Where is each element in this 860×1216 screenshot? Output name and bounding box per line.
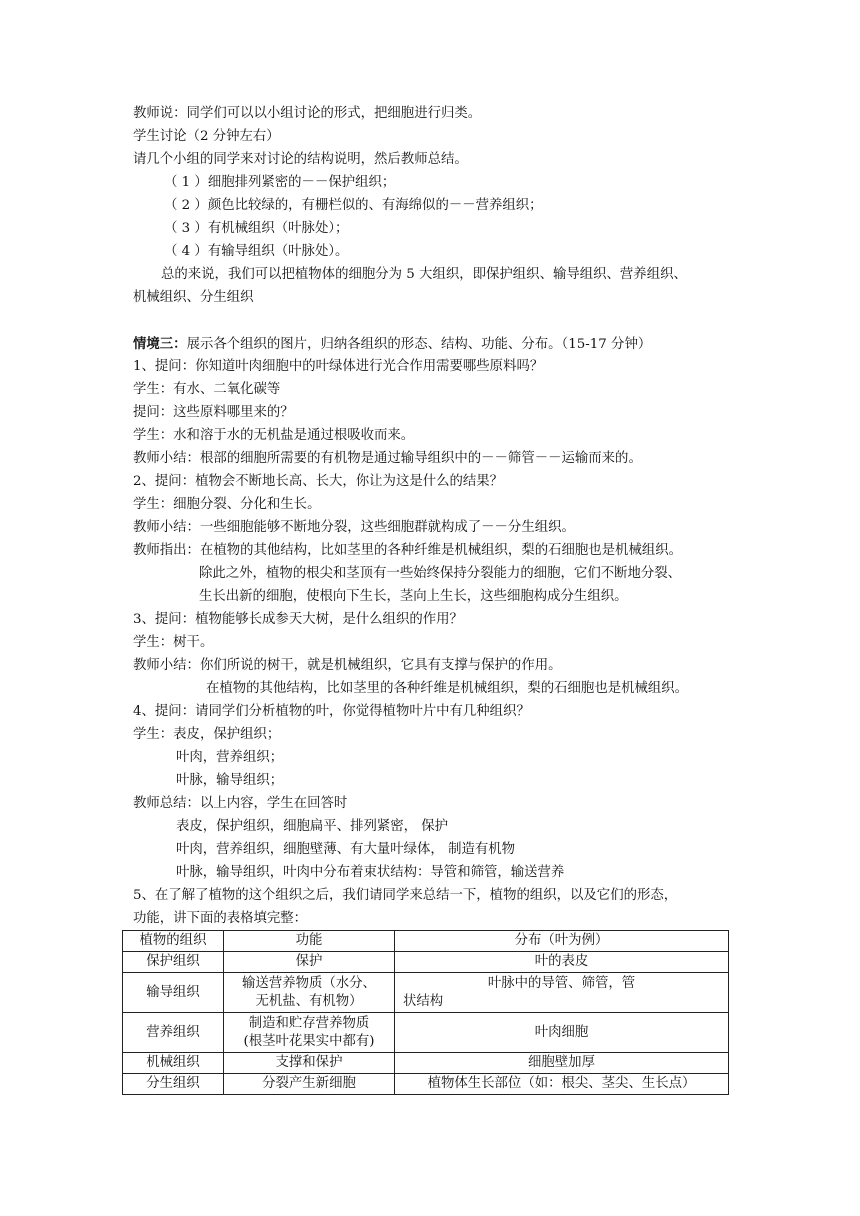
text-line: 叶脉，输导组织，叶肉中分布着束状结构：导管和筛管，输送营养 (176, 865, 565, 880)
table-cell: 保护 (224, 952, 395, 973)
text-line: 叶脉，输导组织； (176, 773, 284, 788)
text-line: 在植物的其他结构，比如茎里的各种纤维是机械组织，梨的石细胞也是机械组织。 (206, 681, 689, 696)
cell-line: 状结构 (403, 993, 444, 1009)
table-header-cell: 分布（叶为例） (395, 931, 729, 952)
section-intro: 展示各个组织的图片，归纳各组织的形态、结构、功能、分布。（15-17 分钟） (186, 337, 652, 352)
text-line: 功能，讲下面的表格填完整： (133, 911, 308, 926)
table-row (123, 1013, 729, 1053)
table-row (123, 1074, 729, 1095)
text-line: 机械组织、分生组织 (133, 290, 254, 305)
table-cell (395, 973, 729, 1013)
text-line: 叶肉，营养组织，细胞壁薄、有大量叶绿体， 制造有机物 (176, 842, 516, 857)
table-cell: 机械组织 (123, 1053, 224, 1074)
table-cell: 营养组织 (123, 1013, 224, 1053)
table-header-row (123, 931, 729, 952)
table-cell: 保护组织 (123, 952, 224, 973)
cell-line: (根茎叶花果实中都有) (243, 1033, 375, 1049)
table-cell: 分裂产生新细胞 (224, 1074, 395, 1095)
section-heading-line (133, 334, 651, 355)
section-heading: 情境三： (133, 336, 187, 352)
table-cell: 细胞壁加厚 (395, 1053, 729, 1074)
text-line: 生长出新的细胞，使根向下生长，茎向上生长，这些细胞构成分生组织。 (199, 589, 628, 604)
text-line: 请几个小组的同学来对讨论的结构说明，然后教师总结。 (133, 152, 468, 167)
table-cell: 植物体生长部位（如：根尖、茎尖、生长点） (395, 1074, 729, 1095)
text-line: 总的来说，我们可以把植物体的细胞分为 5 大组织，即保护组织、输导组织、营养组织、 (161, 267, 687, 282)
text-line: 叶肉，营养组织； (176, 750, 284, 765)
text-line: （ 4 ）有输导组织（叶脉处）。 (164, 244, 349, 259)
table-header-cell: 植物的组织 (123, 931, 224, 952)
text-line: 学生：树干。 (133, 635, 214, 650)
text-line: 表皮，保护组织，细胞扁平、排列紧密， 保护 (176, 819, 449, 834)
table-cell: 支撑和保护 (224, 1053, 395, 1074)
text-line: 教师小结：你们所说的树干，就是机械组织，它具有支撑与保护的作用。 (133, 658, 562, 673)
text-line: 学生讨论（2 分钟左右） (133, 129, 280, 144)
text-line: 2、提问：植物会不断地长高、长大，你让为这是什么的结果？ (133, 474, 504, 489)
text-line: 5、在了解了植物的这个组织之后，我们请同学来总结一下，植物的组织，以及它们的形态， (133, 888, 678, 903)
text-line: 教师指出：在植物的其他结构，比如茎里的各种纤维是机械组织，梨的石细胞也是机械组织。 (133, 543, 683, 558)
text-line: 教师小结：根部的细胞所需要的有机物是通过输导组织中的－－筛管－－运输而来的。 (133, 451, 642, 466)
text-line: 学生：细胞分裂、分化和生长。 (133, 497, 321, 512)
table-row (123, 1053, 729, 1074)
table-cell: 叶的表皮 (395, 952, 729, 973)
text-line: 教师说：同学们可以以小组讨论的形式，把细胞进行归类。 (133, 106, 482, 121)
text-line: 提问：这些原料哪里来的？ (133, 405, 294, 420)
text-line: 4、提问：请同学们分析植物的叶，你觉得植物叶片中有几种组织？ (133, 704, 530, 719)
table-header-cell: 功能 (224, 931, 395, 952)
cell-line: 输送营养物质（水分、 (242, 975, 376, 991)
cell-line: 无机盐、有机物） (255, 993, 363, 1009)
table-cell (224, 973, 395, 1013)
cell-line: 叶脉中的导管、筛管，管 (487, 975, 636, 991)
table-cell: 叶肉细胞 (395, 1013, 729, 1053)
table-cell: 分生组织 (123, 1074, 224, 1095)
text-line: 教师小结：一些细胞能够不断地分裂，这些细胞群就构成了－－分生组织。 (133, 520, 575, 535)
text-line: 学生：水和溶于水的无机盐是通过根吸收而来。 (133, 428, 415, 443)
text-line: 教师总结：以上内容，学生在回答时 (133, 796, 348, 811)
text-line: 学生：表皮，保护组织； (133, 727, 281, 742)
table-row (123, 973, 729, 1013)
text-line: （ 1 ）细胞排列紧密的－－保护组织； (164, 175, 396, 190)
text-line: 除此之外，植物的根尖和茎顶有一些始终保持分裂能力的细胞，它们不断地分裂、 (199, 566, 682, 581)
table-cell: 输导组织 (123, 973, 224, 1013)
text-line: 3、提问：植物能够长成参天大树，是什么组织的作用？ (133, 612, 463, 627)
table-row (123, 952, 729, 973)
text-line: （ 3 ）有机械组织（叶脉处）； (164, 221, 349, 236)
text-line: 1、提问：你知道叶肉细胞中的叶绿体进行光合作用需要哪些原料吗？ (133, 359, 544, 374)
table-cell (224, 1013, 395, 1053)
text-line: 学生：有水、二氧化碳等 (133, 382, 281, 397)
cell-line: 制造和贮存营养物质 (248, 1015, 370, 1031)
text-line: （ 2 ）颜色比较绿的，有栅栏似的、有海绵似的－－营养组织； (164, 198, 543, 213)
tissue-table (122, 930, 729, 1095)
